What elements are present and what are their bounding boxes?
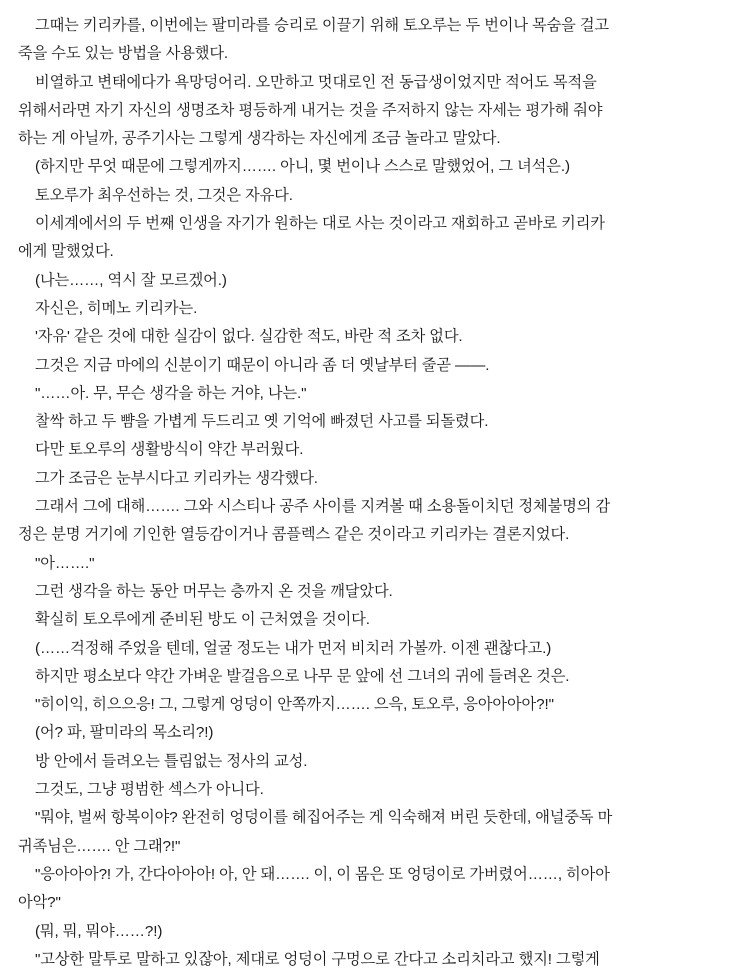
text-line: 그때는 키리카를, 이번에는 팔미라를 승리로 이끌기 위해 토오루는 두 번이나 목숨을 걸고 bbox=[35, 17, 609, 34]
text-line: 자신은, 히메노 키리카는. bbox=[35, 299, 198, 317]
text-line: 이세계에서의 두 번째 인생을 자기가 원하는 대로 사는 것이라고 재회하고 곧바로 키리카 bbox=[35, 215, 605, 233]
text-line: 토오루가 최우선하는 것, 그것은 자유다. bbox=[35, 186, 293, 204]
text-line: 귀족님은……. 안 그래?!" bbox=[18, 837, 181, 855]
text-line: 죽을 수도 있는 방법을 사용했다. bbox=[18, 45, 229, 63]
text-line: 위해서라면 자기 자신의 생명조차 평등하게 내거는 것을 주저하지 않는 자세는 평가해 줘야 bbox=[18, 101, 603, 119]
text-line: 그래서 그에 대해……. 그와 시스티나 공주 사이를 지켜볼 때 소용돌이치던 정체불명의 감 bbox=[35, 498, 611, 516]
text-line: (……걱정해 주었을 텐데, 얼굴 정도는 내가 먼저 비치러 가볼까. 이젠 괜찮다고.) bbox=[35, 639, 552, 657]
text-line: "히이익, 히으으응! 그, 그렇게 엉덩이 안쪽까지……. 으윽, 토오루, 응아아아아?!" bbox=[35, 696, 554, 714]
text-line: 하는 게 아닐까, 공주기사는 그렇게 생각하는 자신에게 조금 놀라고 말았다. bbox=[18, 130, 501, 148]
text-line: 확실히 토오루에게 준비된 방도 이 근처였을 것이다. bbox=[35, 611, 370, 629]
text-line: '자유' 같은 것에 대한 실감이 없다. 실감한 적도, 바란 적 조차 없다. bbox=[35, 328, 463, 346]
text-line: 찰싹 하고 두 뺨을 가볍게 두드리고 옛 기억에 빠졌던 사고를 되돌렸다. bbox=[35, 413, 489, 431]
text-line: 그가 조금은 눈부시다고 키리카는 생각했다. bbox=[35, 469, 318, 487]
text-line: 다만 토오루의 생활방식이 약간 부러웠다. bbox=[35, 441, 304, 459]
text-line: 하지만 평소보다 약간 가벼운 발걸음으로 나무 문 앞에 선 그녀의 귀에 들려온 것은. bbox=[35, 667, 570, 685]
text-line: "뭐야, 벌써 항복이야? 완전히 엉덩이를 헤집어주는 게 익숙해져 버린 듯한데, 애널중독 마 bbox=[35, 809, 613, 827]
text-line: (어? 파, 팔미라의 목소리?!) bbox=[35, 724, 214, 742]
novel-body-text bbox=[18, 12, 718, 974]
text-line: 그것은 지금 마에의 신분이기 때문이 아니라 좀 더 옛날부터 줄곧 ——. bbox=[35, 356, 490, 374]
text-line: 방 안에서 들려오는 틀림없는 정사의 교성. bbox=[35, 752, 308, 770]
text-line: 그것도, 그냥 평범한 섹스가 아니다. bbox=[35, 781, 264, 799]
text-line: "고상한 말투로 말하고 있잖아, 제대로 엉덩이 구멍으로 간다고 소리치라고 했지! 그렇게 bbox=[35, 950, 600, 968]
text-line: 그런 생각을 하는 동안 머무는 층까지 온 것을 깨달았다. bbox=[35, 582, 393, 600]
text-line: (뭐, 뭐, 뭐야……?!) bbox=[35, 922, 163, 940]
text-line: 에게 말했었다. bbox=[18, 243, 114, 261]
text-line: (나는……, 역시 잘 모르겠어.) bbox=[35, 271, 227, 289]
text-line: 아악?" bbox=[18, 894, 61, 912]
text-line: 정은 분명 거기에 기인한 열등감이거나 콤플렉스 같은 것이라고 키리카는 결론지었다. bbox=[18, 526, 570, 544]
text-line: 비열하고 변태에다가 욕망덩어리. 오만하고 멋대로인 전 동급생이었지만 적어도 목적을 bbox=[35, 73, 597, 91]
text-line: (하지만 무엇 때문에 그렇게까지……. 아니, 몇 번이나 스스로 말했었어, 그 녀석은.) bbox=[35, 158, 570, 176]
text-line: "……아. 무, 무슨 생각을 하는 거야, 나는." bbox=[35, 384, 307, 402]
text-line: "아……." bbox=[35, 554, 95, 572]
text-line: "응아아아?! 가, 간다아아아! 아, 안 돼……. 이, 이 몸은 또 엉덩이로 가버렸어……, 히아아 bbox=[35, 865, 610, 883]
